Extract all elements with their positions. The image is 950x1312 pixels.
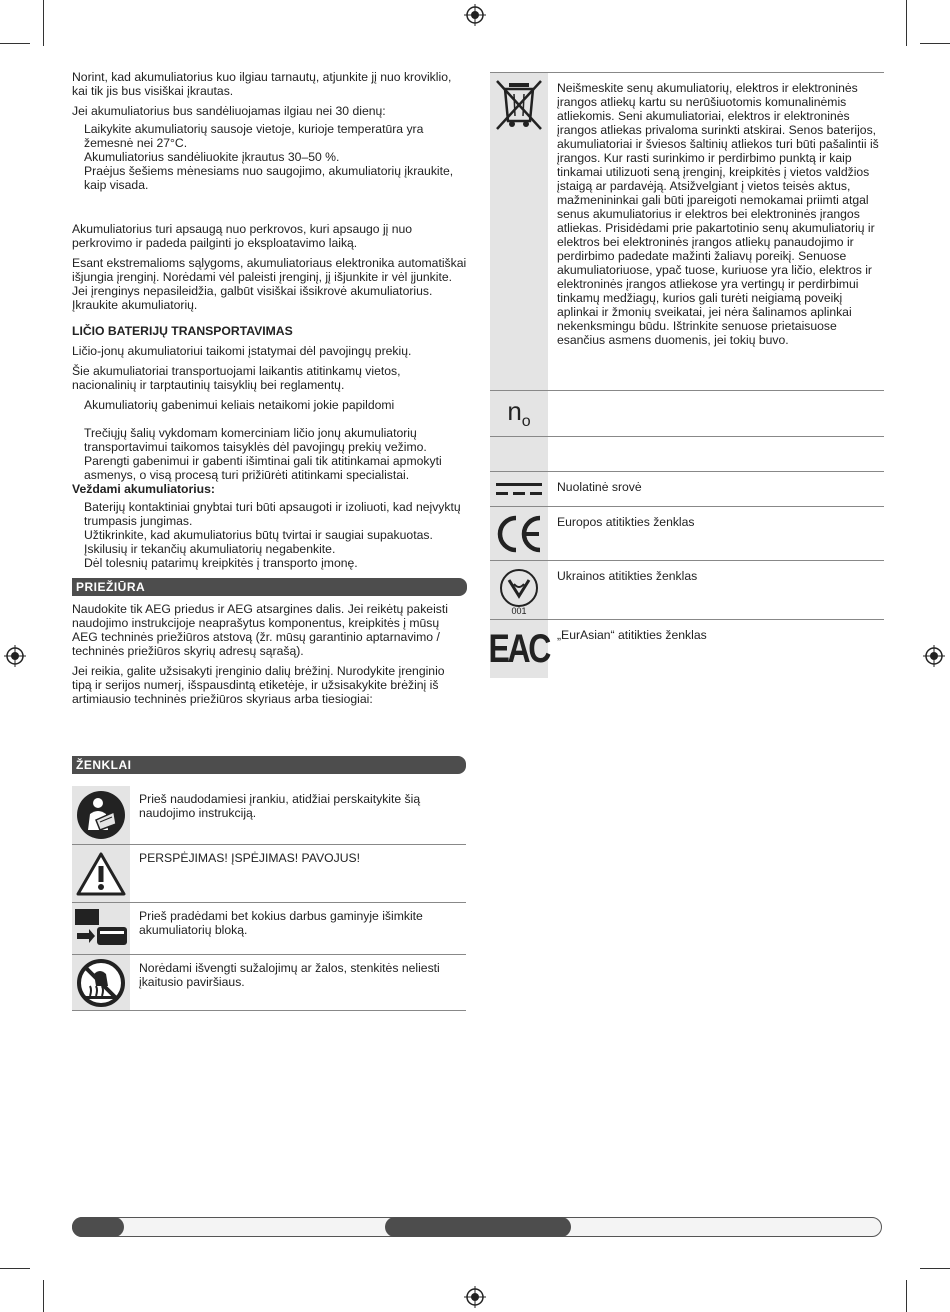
crop-mark <box>906 0 907 46</box>
overload-paragraph: Akumuliatorius turi apsaugą nuo perkrovos, kuri apsaugo jį nuo perkrovimo ir padeda pailginti jo eksploatavimo laiką. <box>72 222 413 250</box>
signs-section <box>72 756 466 1011</box>
crop-mark <box>43 1280 44 1312</box>
ua-text: Ukrainos atitikties ženklas <box>557 569 698 583</box>
left-column <box>72 70 467 712</box>
sign-row <box>72 786 466 845</box>
crop-mark <box>906 1280 907 1312</box>
no-load-speed-text <box>548 391 557 436</box>
crop-mark <box>0 1268 30 1269</box>
registration-mark-icon <box>4 645 26 667</box>
no-load-speed-icon <box>490 391 548 436</box>
maintenance-paragraph: Naudokite tik AEG priedus ir AEG atsargines dalis. Jei reikėtų pakeisti naudojimo instrukcijoje neaprašytus komponentus, kreipkitės į mūsų AEG techninės priežiūros atstovą (žr. mūsų garantinio aptarnavimo / techninės priežiūros skyrių adresų sąrašą). <box>72 602 448 658</box>
transport-heading: LIČIO BATERIJŲ TRANSPORTAVIMAS <box>72 324 293 338</box>
dc-row <box>490 472 884 507</box>
ce-row <box>490 507 884 561</box>
storage-paragraph: Norint, kad akumuliatorius kuo ilgiau tarnautų, atjunkite jį nuo kroviklio, kai tik jis bus visiškai įkrautas. <box>72 70 452 98</box>
transport-paragraph: Šie akumuliatoriai transportuojami laikantis atitinkamų vietos, nacionalinių ir tarptautinių taisyklių bei reglamentų. <box>72 364 401 392</box>
maintenance-paragraph: Jei reikia, galite užsisakyti įrenginio dalių brėžinį. Nurodykite įrenginio tipą ir serijos numerį, išspausdintą etiketėje, ir užsisakykite brėžinį iš artimiausio techninės priežiūros skyriaus arba tiesiogiai: <box>72 664 445 706</box>
sign-text: Prieš naudodamiesi įrankiu, atidžiai perskaitykite šią naudojimo instrukciją. <box>139 792 421 820</box>
signs-bar: ŽENKLAI <box>72 756 466 774</box>
carry-bullet: Įskilusių ir tekančių akumuliatorių negabenkite. <box>84 542 336 556</box>
footer-center-pill <box>385 1217 571 1237</box>
blank-icon-cell <box>490 437 548 471</box>
no-symbol: $n_o$ <box>507 395 531 431</box>
sign-row <box>72 903 466 955</box>
storage-paragraph: Jei akumuliatorius bus sandėliuojamas ilgiau nei 30 dienų: <box>72 104 386 118</box>
eac-mark-icon <box>490 620 548 678</box>
warning-triangle-icon <box>72 845 130 902</box>
crossed-bin-icon <box>490 73 548 390</box>
registration-mark-icon <box>923 645 945 667</box>
carry-bullet: Dėl tolesnių patarimų kreipkitės į transporto įmonę. <box>84 556 358 570</box>
crop-mark <box>0 43 30 44</box>
transport-bullet: Trečiųjų šalių vykdomam komerciniam ličio jonų akumuliatorių transportavimui taikomos taisyklės dėl pavojingų prekių vežimo. Parengti gabenimui ir gabenti išimtinai gali tik atitinkamai apmokyti asmenys, o visą procesą turi prižiūrėti atitinkami specialistai. <box>84 426 442 482</box>
read-manual-icon <box>72 786 130 844</box>
carry-heading: Veždami akumuliatorius: <box>72 482 215 496</box>
sign-row <box>72 845 466 903</box>
eac-mark: EAC <box>488 627 550 671</box>
registration-mark-icon <box>464 1286 486 1308</box>
footer-bar <box>72 1217 882 1237</box>
transport-bullet: Akumuliatorių gabenimui keliais netaikomi jokie papildomi <box>84 398 395 412</box>
transport-paragraph: Ličio-jonų akumuliatoriui taikomi įstatymai dėl pavojingų prekių. <box>72 344 412 358</box>
overload-paragraph: Esant ekstremalioms sąlygoms, akumuliatoriaus elektronika automatiškai išjungia įrenginį. Norėdami vėl paleisti įrenginį, jį išjunkite ir vėl įjunkite. Jei įrenginys nepasileidžia, galbūt visiškai išsikrovė akumuliatorius. Įkraukite akumuliatorių. <box>72 256 467 312</box>
remove-battery-icon <box>72 903 130 954</box>
direct-current-icon <box>490 472 548 506</box>
carry-bullet: Baterijų kontaktiniai gnybtai turi būti apsaugoti ir izoliuoti, kad neįvyktų trumpasis jungimas. <box>84 500 461 528</box>
no-load-speed-row <box>490 391 884 437</box>
right-column <box>490 72 884 678</box>
sign-text: Norėdami išvengti sužalojimų ar žalos, stenkitės neliesti įkaitusio paviršiaus. <box>139 961 440 989</box>
ce-mark-icon <box>490 507 548 560</box>
hot-surface-icon <box>72 955 130 1010</box>
eac-row <box>490 620 884 678</box>
weee-row <box>490 73 884 391</box>
storage-bullet: Laikykite akumuliatorių sausoje vietoje, kurioje temperatūra yra žemesnė nei 27°C. <box>84 122 424 150</box>
crop-mark <box>43 0 44 46</box>
storage-bullet: Akumuliatorius sandėliuokite įkrautus 30–50 %. <box>84 150 340 164</box>
ukraine-mark-icon <box>490 561 548 619</box>
carry-bullet: Užtikrinkite, kad akumuliatorius būtų tvirtai ir saugiai supakuotas. <box>84 528 433 542</box>
crop-mark <box>920 1268 950 1269</box>
sign-text: PERSPĖJIMAS! ĮSPĖJIMAS! PAVOJUS! <box>139 851 361 865</box>
blank-row <box>490 437 884 472</box>
eac-text: „EurAsian“ atitikties ženklas <box>557 628 707 642</box>
sign-row <box>72 955 466 1011</box>
maintenance-bar: PRIEŽIŪRA <box>72 578 467 596</box>
ua-row <box>490 561 884 620</box>
crop-mark <box>920 43 950 44</box>
registration-mark-icon <box>464 4 486 26</box>
storage-bullet: Praėjus šešiems mėnesiams nuo saugojimo, akumuliatorių įkraukite, kaip visada. <box>84 164 454 192</box>
page-number-pill <box>72 1217 124 1237</box>
sign-text: Prieš pradėdami bet kokius darbus gaminyje išimkite akumuliatorių bloką. <box>139 909 423 937</box>
ua-code: 001 <box>511 606 527 616</box>
dc-text: Nuolatinė srovė <box>557 480 642 494</box>
ce-text: Europos atitikties ženklas <box>557 515 695 529</box>
weee-text: Neišmeskite senų akumuliatorių, elektros ir elektroninės įrangos atliekų kartu su nerūšiuotomis komunalinėmis atliekomis. Seni akumuliatoriai, elektros ir elektroninės įrangos atliekas privaloma surinkti atskirai. Senos baterijos, akumuliatoriai ir šviesos šaltinių atliekos turi būti pašalintii iš įrangos. Kur rasti surinkimo ir perdirbimo punktą ir kaip tinkamai utilizuoti seną įrenginį, kreipkitės į vietos valdžios įstaigą ar pardavėją. Atsižvelgiant į vietos teisės aktus, mažmenininkai gali būti įpareigoti nemokamai priimti atgal senus akumuliatorius ir elektros bei elektroninės įrangos atliekas. Prisidėdami prie pakartotinio senų akumuliatorių ir elektros bei elektroninės įrangos atliekų panaudojimo ir perdirbimo padedate mažinti žaliavų poreikį. Senuose akumuliatoriuose, ypač tuose, kuriuose yra ličio, elektros ir elektroninės įrangos atliekose yra vertingų ir perdirbimui tinkamų medžiagų, kurios gali turėti neigiamą poveikį aplinkai ir žmonių sveikatai, jei nėra šalinamos aplinkai nekenksmingu būdu. Ištrinkite senuose prietaisuose esančius asmens duomenis, jei tokių buvo. <box>557 81 879 347</box>
